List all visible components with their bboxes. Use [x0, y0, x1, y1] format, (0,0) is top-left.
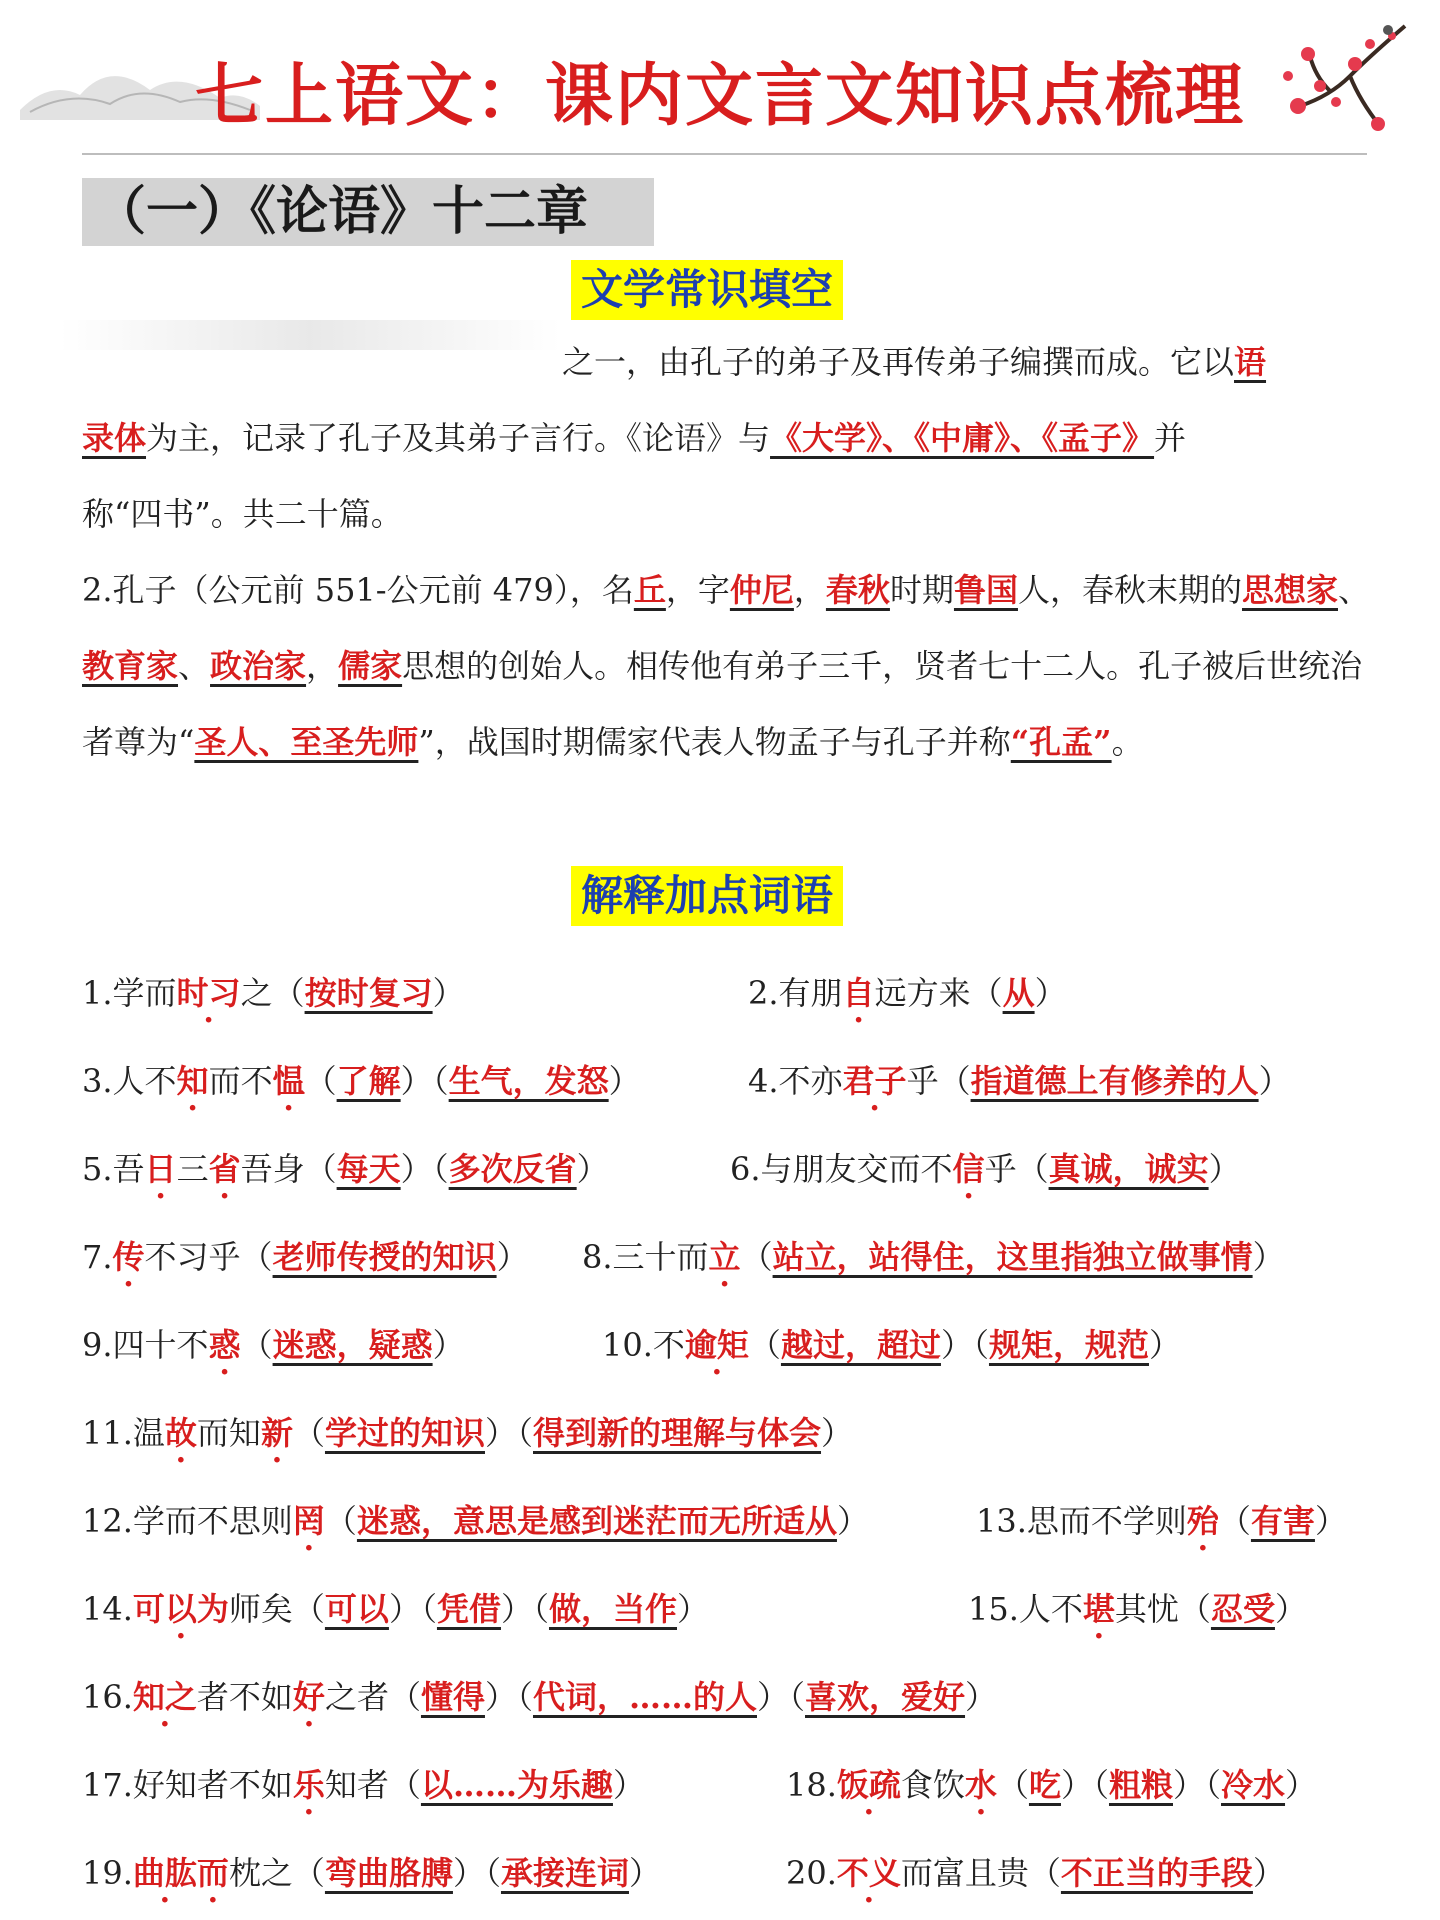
answer: 教育家 — [82, 647, 179, 685]
dotted-word: 愠 — [272, 1062, 305, 1100]
literature-paragraph-1 — [82, 324, 1372, 552]
text: ） — [1252, 1238, 1285, 1276]
explanation-heading: 解释加点词语 — [571, 866, 843, 926]
answer: 粗粮 — [1108, 1766, 1173, 1804]
text: 5.吾 — [82, 1150, 145, 1188]
text: （ — [1218, 1502, 1251, 1540]
text: 。 — [1111, 723, 1144, 761]
literature-paragraph-2 — [82, 552, 1372, 780]
dotted-word: 君子 — [842, 1062, 907, 1100]
dotted-word: 逾矩 — [684, 1326, 749, 1364]
answer: 鲁国 — [953, 571, 1018, 609]
text: ”，战国时期儒家代表人物孟子与孔子并称 — [418, 723, 1011, 761]
text: 11.温 — [82, 1414, 165, 1452]
vocab-item-8 — [582, 1232, 1285, 1292]
answer: 儒家 — [338, 647, 403, 685]
text: ）（ — [1173, 1766, 1222, 1804]
vocab-item-19 — [82, 1848, 661, 1908]
answer: 越过，超过 — [780, 1326, 941, 1364]
dotted-word: 惑 — [208, 1326, 241, 1364]
text: 之者（ — [324, 1678, 421, 1716]
text: 三 — [176, 1150, 209, 1188]
text: （ — [740, 1238, 773, 1276]
text: ） — [1285, 1766, 1318, 1804]
text: 12.学而不思则 — [82, 1502, 293, 1540]
text: ） — [1314, 1502, 1347, 1540]
text: ）（ — [484, 1414, 533, 1452]
text: ）（ — [1060, 1766, 1109, 1804]
text: 并 — [1154, 419, 1187, 457]
vocab-item-1 — [82, 968, 465, 1028]
answer: 思想家 — [1241, 571, 1338, 609]
text: ） — [432, 1326, 465, 1364]
text: 6.与朋友交而不 — [730, 1150, 953, 1188]
vocab-item-11 — [82, 1408, 853, 1468]
text: ） — [496, 1238, 529, 1276]
dotted-word: 自 — [842, 974, 875, 1012]
answer: 可以 — [324, 1590, 389, 1628]
vocab-item-16 — [82, 1672, 997, 1732]
title-divider — [82, 153, 1367, 155]
vocab-item-10 — [602, 1320, 1181, 1380]
text: 2.孔子（公元前 551-公元前 479），名 — [82, 571, 634, 609]
text: （ — [324, 1502, 357, 1540]
answer: 录体 — [82, 419, 147, 457]
text: 、 — [178, 647, 211, 685]
text: ）（ — [940, 1326, 989, 1364]
text: ）（ — [757, 1678, 806, 1716]
vocab-item-20 — [786, 1848, 1285, 1908]
dotted-word: 可以为 — [132, 1590, 229, 1628]
answer: 《大学》、《中庸》、《孟子》 — [770, 419, 1155, 457]
vocab-item-7 — [82, 1232, 529, 1292]
text: 而知 — [196, 1414, 261, 1452]
answer: 不正当的手段 — [1060, 1854, 1253, 1892]
answer: 迷惑，意思是感到迷茫而无所适从 — [356, 1502, 837, 1540]
dotted-word: 曲肱 — [132, 1854, 197, 1892]
dotted-word: 日 — [144, 1150, 177, 1188]
dotted-word: 故 — [164, 1414, 197, 1452]
text: ， — [306, 647, 339, 685]
text: 20. — [786, 1854, 837, 1892]
text: 13.思而不学则 — [976, 1502, 1187, 1540]
text: （ — [240, 1326, 273, 1364]
text: ） — [821, 1414, 854, 1452]
answer: 代词，……的人 — [532, 1678, 757, 1716]
text: ） — [1258, 1062, 1291, 1100]
text: ） — [1252, 1854, 1285, 1892]
answer: 了解 — [336, 1062, 401, 1100]
answer: 凭借 — [436, 1590, 501, 1628]
dotted-word: 信 — [952, 1150, 985, 1188]
answer: 规矩，规范 — [988, 1326, 1149, 1364]
answer: 语 — [1234, 343, 1267, 381]
text: ）（ — [484, 1678, 533, 1716]
answer: 站立，站得住，这里指独立做事情 — [772, 1238, 1253, 1276]
answer: 丘 — [633, 571, 666, 609]
answer: 以……为乐趣 — [420, 1766, 613, 1804]
text: 远方来（ — [874, 974, 1003, 1012]
dotted-word: 乐 — [292, 1766, 325, 1804]
text: 乎（ — [984, 1150, 1049, 1188]
vocab-item-12 — [82, 1496, 869, 1556]
answer: 冷水 — [1221, 1766, 1286, 1804]
text: 1.学而 — [82, 974, 177, 1012]
dotted-word: 殆 — [1186, 1502, 1219, 1540]
answer: 仲尼 — [729, 571, 794, 609]
dotted-word: 省 — [208, 1150, 241, 1188]
text: 之（ — [240, 974, 305, 1012]
text: ）（ — [452, 1854, 501, 1892]
answer: 迷惑，疑惑 — [272, 1326, 433, 1364]
text: 18. — [786, 1766, 837, 1804]
vocab-item-9 — [82, 1320, 465, 1380]
vocab-item-14 — [82, 1584, 709, 1644]
text: ） — [612, 1766, 645, 1804]
answer: 忍受 — [1210, 1590, 1275, 1628]
text: 吾身（ — [240, 1150, 337, 1188]
answer: 懂得 — [420, 1678, 485, 1716]
text: ） — [1148, 1326, 1181, 1364]
answer: 吃 — [1028, 1766, 1061, 1804]
text: ） — [1274, 1590, 1307, 1628]
dotted-word: 立 — [708, 1238, 741, 1276]
answer: 承接连词 — [500, 1854, 629, 1892]
answer: “孔孟” — [1010, 723, 1112, 761]
section-heading: （一）《论语》十二章 — [82, 178, 654, 246]
text: ， — [793, 571, 826, 609]
text: 16. — [82, 1678, 133, 1716]
dotted-word: 知之 — [132, 1678, 197, 1716]
text: 而富且贵（ — [900, 1854, 1061, 1892]
text: 为主，记录了孔子及其弟子言行。《论语》与 — [146, 419, 771, 457]
dotted-word: 新 — [260, 1414, 293, 1452]
dotted-word: 传 — [112, 1238, 145, 1276]
text: ）（ — [388, 1590, 437, 1628]
vocab-item-4 — [748, 1056, 1291, 1116]
text: 师矣（ — [228, 1590, 325, 1628]
text: 不习乎（ — [144, 1238, 273, 1276]
text: 知者（ — [324, 1766, 421, 1804]
text: 8.三十而 — [582, 1238, 709, 1276]
text: 思想的创始人。相传他有弟子三千，贤者七十二人。孔子被后世统治者尊为“ — [82, 647, 1363, 761]
answer: 每天 — [336, 1150, 401, 1188]
text: 7. — [82, 1238, 113, 1276]
text: ）（ — [400, 1150, 449, 1188]
text: 15.人不 — [968, 1590, 1083, 1628]
answer: 得到新的理解与体会 — [533, 1414, 822, 1452]
answer: 生气，发怒 — [448, 1062, 609, 1100]
text: 而不 — [208, 1062, 273, 1100]
answer: 从 — [1002, 974, 1035, 1012]
page-title: 七上语文：课内文言文知识点梳理 — [194, 57, 1245, 136]
text: ）（ — [500, 1590, 549, 1628]
dotted-word: 好 — [292, 1678, 325, 1716]
answer: 喜欢，爱好 — [805, 1678, 966, 1716]
text: 之一，由孔子的弟子及再传弟子编撰而成。它以 — [562, 343, 1235, 381]
dotted-word: 而 — [196, 1854, 229, 1892]
text: 食饮 — [900, 1766, 965, 1804]
vocab-item-18 — [786, 1760, 1317, 1820]
vocab-item-13 — [976, 1496, 1347, 1556]
answer: 政治家 — [210, 647, 307, 685]
vocab-item-5 — [82, 1144, 609, 1204]
text: 人，春秋末期的 — [1017, 571, 1242, 609]
text: ） — [677, 1590, 710, 1628]
text: ） — [432, 974, 465, 1012]
dotted-word: 时习 — [176, 974, 241, 1012]
text: （ — [748, 1326, 781, 1364]
text: 9.四十不 — [82, 1326, 209, 1364]
text: ） — [965, 1678, 998, 1716]
answer: 真诚，诚实 — [1048, 1150, 1209, 1188]
text: （ — [292, 1414, 325, 1452]
text: ） — [608, 1062, 641, 1100]
vocab-item-17 — [82, 1760, 645, 1820]
answer: 老师传授的知识 — [272, 1238, 497, 1276]
dotted-word: 知 — [176, 1062, 209, 1100]
dotted-word: 不义 — [836, 1854, 901, 1892]
text: 4.不亦 — [748, 1062, 843, 1100]
text: 10.不 — [602, 1326, 685, 1364]
vocab-item-2 — [748, 968, 1067, 1028]
answer: 学过的知识 — [324, 1414, 485, 1452]
answer: 多次反省 — [448, 1150, 577, 1188]
vocab-item-6 — [730, 1144, 1241, 1204]
text: 19. — [82, 1854, 133, 1892]
dotted-word: 罔 — [292, 1502, 325, 1540]
text: 乎（ — [906, 1062, 971, 1100]
text: 14. — [82, 1590, 133, 1628]
text: ） — [576, 1150, 609, 1188]
answer: 春秋 — [825, 571, 890, 609]
text: ）（ — [400, 1062, 449, 1100]
answer: 指道德上有修养的人 — [970, 1062, 1259, 1100]
text: 称“四书”。共二十篇。 — [82, 495, 403, 533]
dotted-word: 水 — [964, 1766, 997, 1804]
text: ） — [1034, 974, 1067, 1012]
answer: 有害 — [1250, 1502, 1315, 1540]
text: 其忧（ — [1114, 1590, 1211, 1628]
text: 、 — [1338, 571, 1371, 609]
text: 3.人不 — [82, 1062, 177, 1100]
text: （ — [304, 1062, 337, 1100]
dotted-word: 饭疏 — [836, 1766, 901, 1804]
dotted-word: 堪 — [1082, 1590, 1115, 1628]
answer: 做，当作 — [548, 1590, 677, 1628]
vocab-item-3 — [82, 1056, 641, 1116]
text: 时期 — [889, 571, 954, 609]
answer: 弯曲胳膊 — [324, 1854, 453, 1892]
answer: 按时复习 — [304, 974, 433, 1012]
vocab-item-15 — [968, 1584, 1307, 1644]
literature-heading: 文学常识填空 — [571, 260, 843, 320]
text: ） — [836, 1502, 869, 1540]
text: （ — [996, 1766, 1029, 1804]
text: 17.好知者不如 — [82, 1766, 293, 1804]
text: ，字 — [665, 571, 730, 609]
text: 2.有朋 — [748, 974, 843, 1012]
text: 者不如 — [196, 1678, 293, 1716]
text: ） — [1208, 1150, 1241, 1188]
text: ） — [628, 1854, 661, 1892]
answer: 圣人、至圣先师 — [194, 723, 419, 761]
text: 枕之（ — [228, 1854, 325, 1892]
